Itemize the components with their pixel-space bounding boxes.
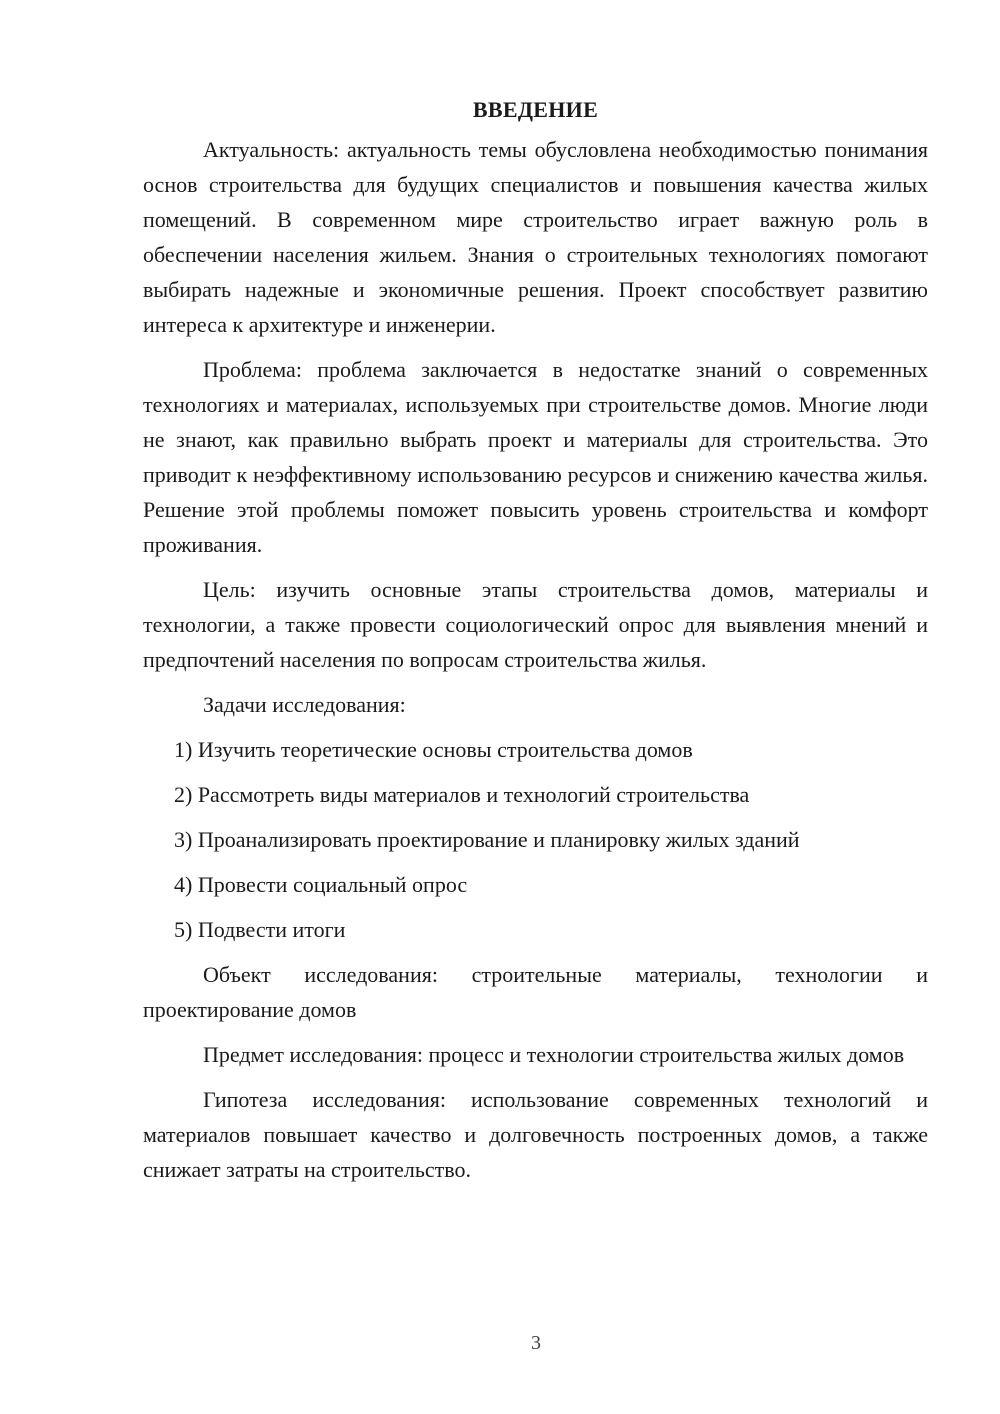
object-paragraph: Объект исследования: строительные материалы, технологии и проектирование домов <box>143 962 928 1022</box>
list-item: 3) Проанализировать проектирование и планировку жилых зданий <box>174 827 800 852</box>
list-item: 4) Провести социальный опрос <box>174 872 468 897</box>
list-item: 1) Изучить теоретические основы строительства домов <box>174 737 693 762</box>
tasks-heading: Задачи исследования: <box>203 692 406 717</box>
page-number: 3 <box>531 1332 541 1354</box>
list-item: 2) Рассмотреть виды материалов и технологий строительства <box>174 782 750 807</box>
subject-paragraph: Предмет исследования: процесс и технологии строительства жилых домов <box>203 1042 905 1067</box>
document-page <box>143 92 928 1197</box>
page-title: ВВЕДЕНИЕ <box>472 97 599 122</box>
relevance-paragraph: Актуальность: актуальность темы обусловлена необходимостью понимания основ строительства для будущих специалистов и повышения качества жилых помещений. В современном мире строительство играет важную роль в обеспечении населения жильем. Знания о строительных технологиях помогают выбирать надежные и экономичные решения. Проект способствует развитию интереса к архитектуре и инженерии. <box>143 137 928 337</box>
problem-paragraph: Проблема: проблема заключается в недостатке знаний о современных технологиях и материалах, используемых при строительстве домов. Многие люди не знают, как правильно выбрать проект и материалы для строительства. Это приводит к неэффективному использованию ресурсов и снижению качества жилья. Решение этой проблемы поможет повысить уровень строительства и комфорт проживания. <box>143 357 928 557</box>
list-item: 5) Подвести итоги <box>174 917 346 942</box>
tasks-list <box>143 732 928 947</box>
goal-paragraph: Цель: изучить основные этапы строительства домов, материалы и технологии, а также провести социологический опрос для выявления мнений и предпочтений населения по вопросам строительства жилья. <box>143 577 928 672</box>
hypothesis-paragraph: Гипотеза исследования: использование современных технологий и материалов повышает качество и долговечность построенных домов, а также снижает затраты на строительство. <box>143 1087 928 1182</box>
